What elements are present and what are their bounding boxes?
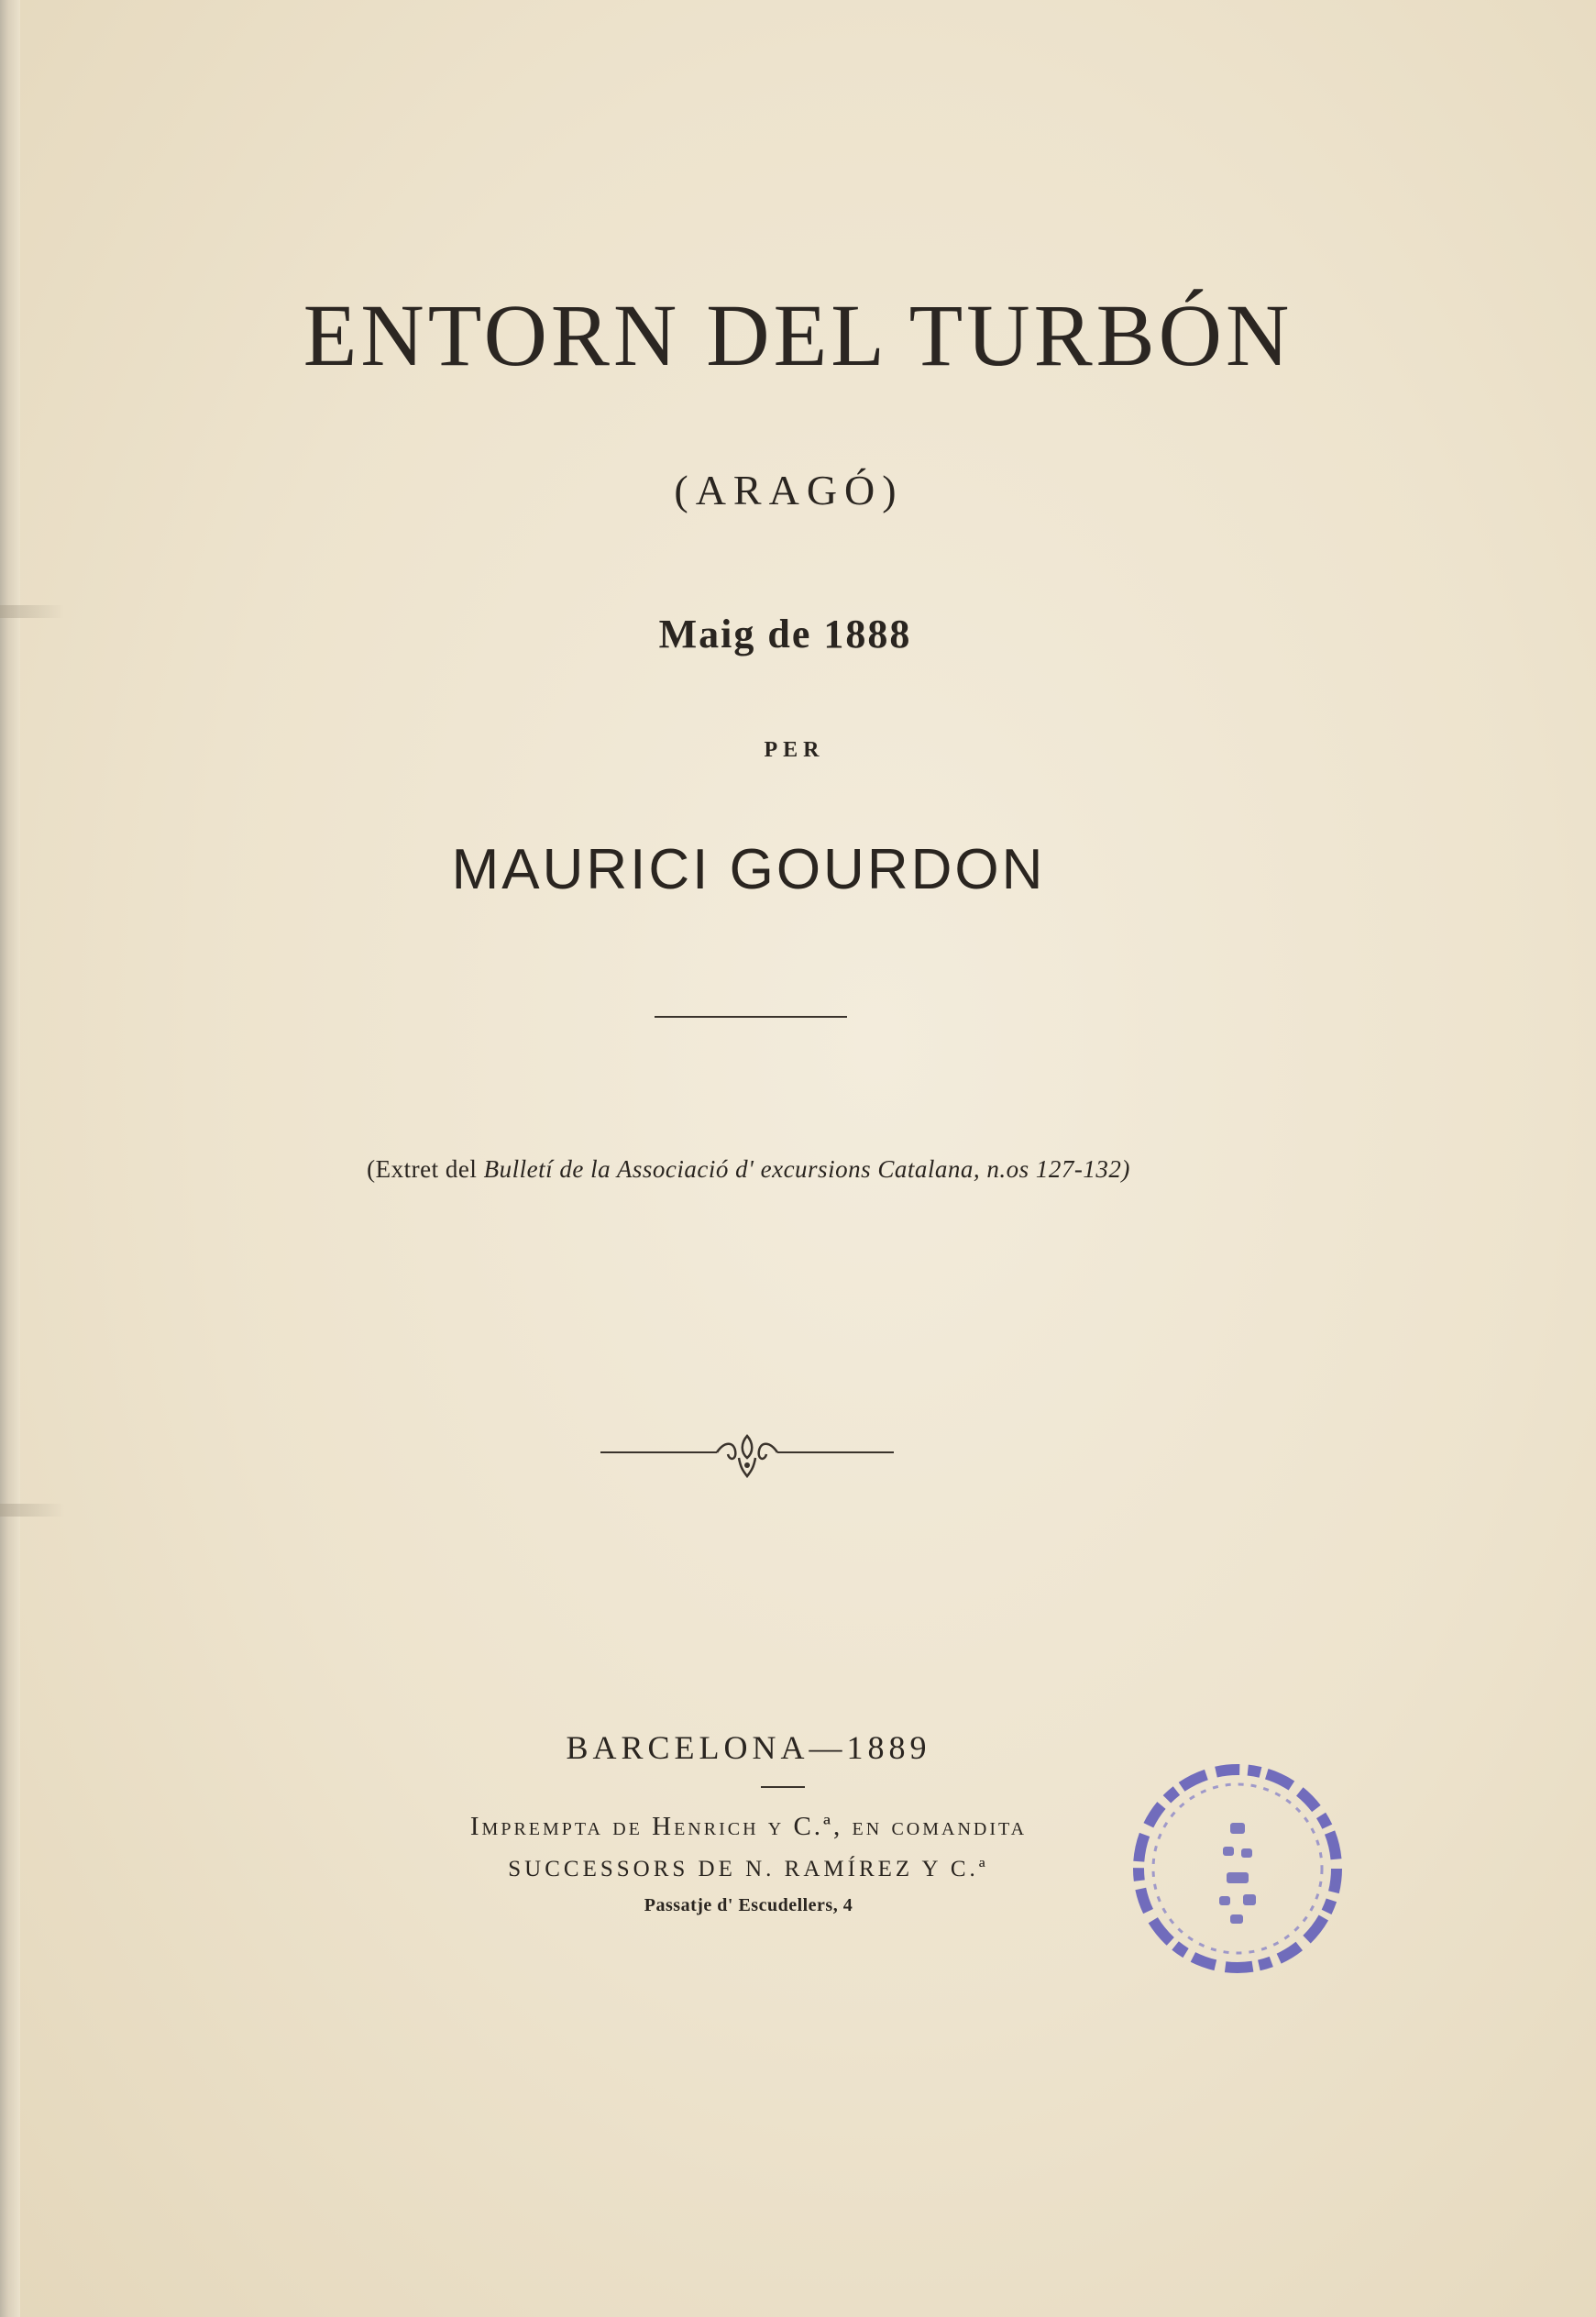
spine-fold-mark [0,1504,64,1517]
imprint-printer: Imprempta de Henrich y C.ª, en comandita [469,1812,1028,1841]
imprint-address: Passatje d' Escudellers, 4 [644,1895,853,1915]
imprint-short-rule [761,1786,805,1788]
extract-open: (Extret del [367,1155,484,1183]
author-prefix: PER [764,738,825,762]
book-title: ENTORN DEL TURBÓN [303,286,1293,384]
extract-note [0,1157,1546,1182]
extract-numbers: , n.os 127-132) [973,1155,1130,1183]
imprint-successors: SUCCESSORS DE N. RAMÍREZ Y C.ª [508,1857,989,1881]
book-region: (ARAGÓ) [674,467,904,513]
extract-de-la: de la [553,1155,617,1183]
extract-association: Associació d' excursions Catalana [616,1155,974,1183]
imprint-city-year: BARCELONA—1889 [566,1729,931,1766]
book-date: Maig de 1888 [658,612,912,656]
extract-bulleti: Bulletí [483,1155,554,1183]
fleuron-ornament-icon [596,1429,898,1484]
author-name: MAURICI GOURDON [451,838,1046,901]
library-stamp-icon [1128,1759,1348,1979]
divider-rule [655,1016,847,1018]
